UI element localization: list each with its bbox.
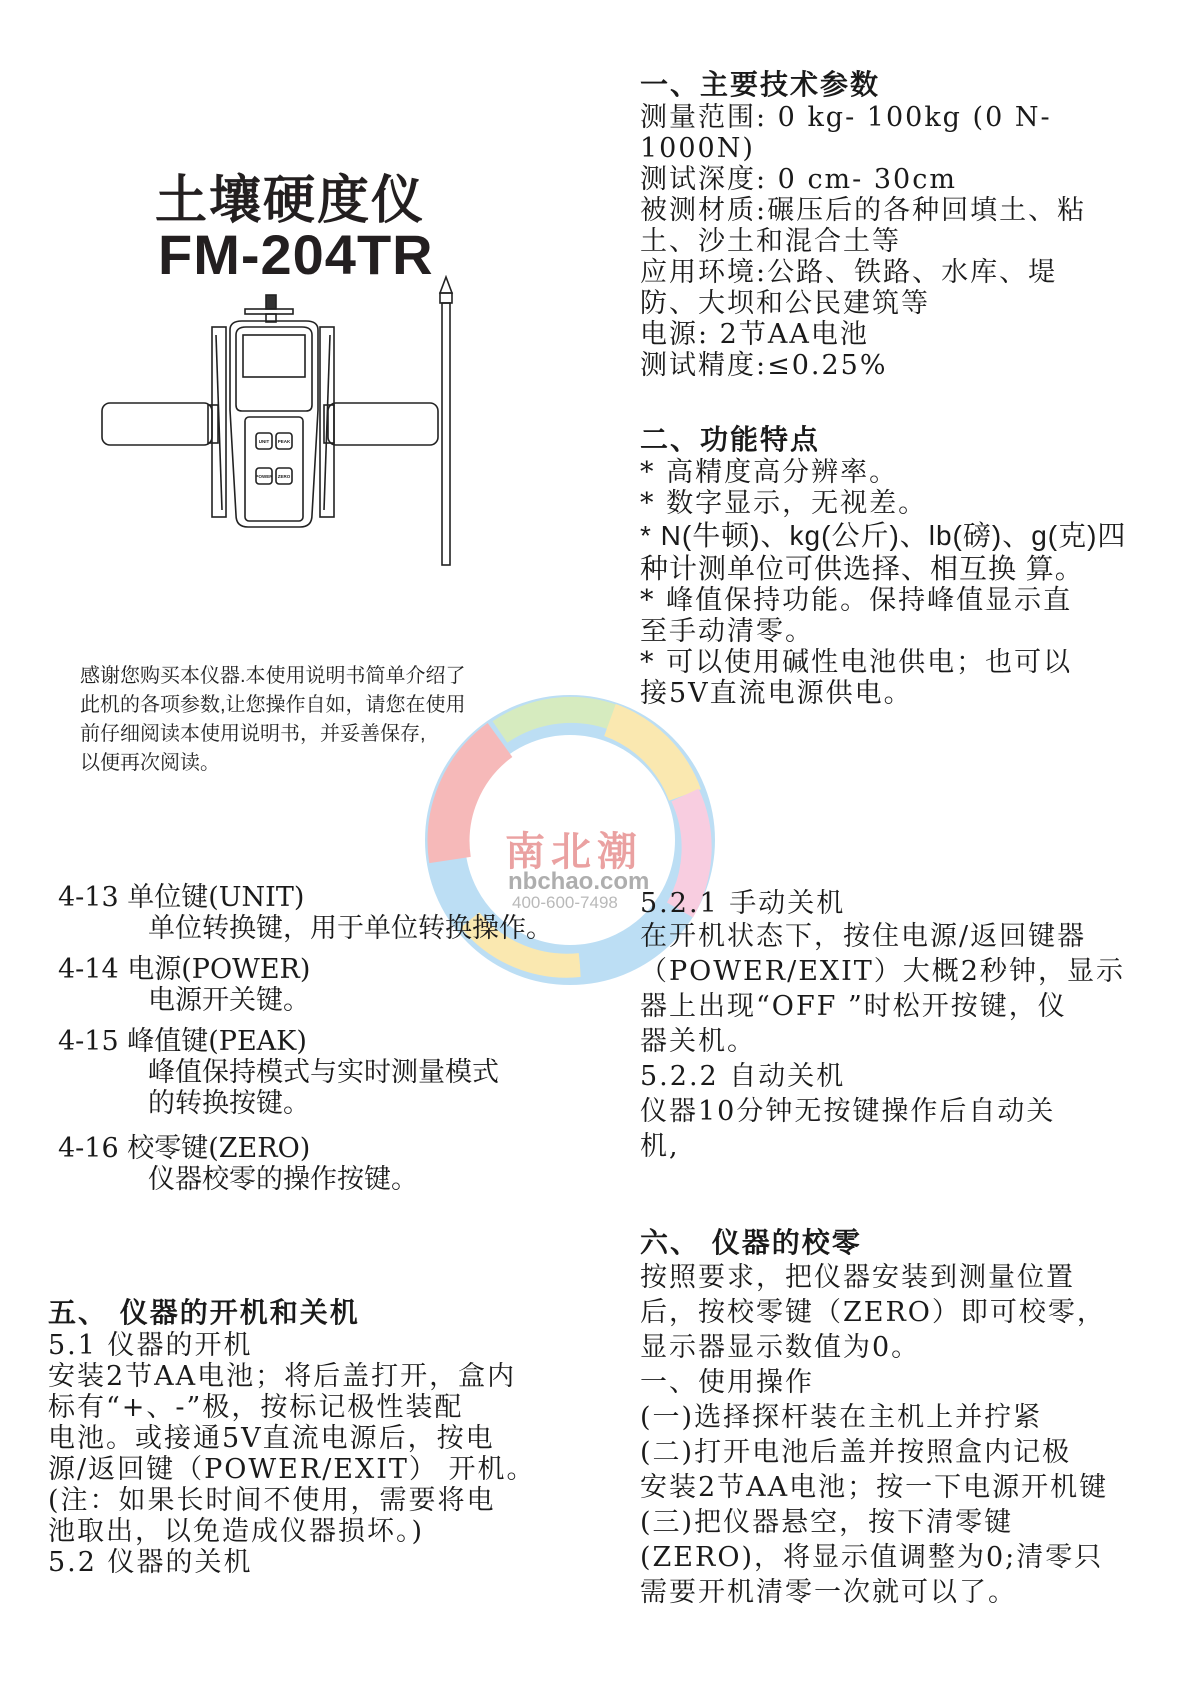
key-item-unit <box>58 882 618 944</box>
op-step: (三)把仪器悬空，按下清零键 <box>640 1507 1014 1538</box>
watermark-phone: 400-600-7498 <box>512 893 618 912</box>
section-heading: 二、功能特点 <box>640 423 821 456</box>
body-line: 器上出现“OFF ”时松开按键，仪 <box>640 991 1067 1022</box>
body-line: 显示器显示数值为0。 <box>640 1332 921 1363</box>
tech-params-section <box>640 68 1180 381</box>
power-on-off-section <box>48 1296 608 1578</box>
body-line: 在开机状态下，按住电源/返回键器 <box>640 921 1087 952</box>
op-step: (ZERO)，将显示值调整为0;清零只 <box>640 1542 1104 1573</box>
key-name: 峰值键(PEAK) <box>127 1026 307 1057</box>
subheading: 一、使用操作 <box>640 1367 814 1398</box>
intro-paragraph <box>80 662 550 778</box>
subheading: 5.1 仪器的开机 <box>48 1330 253 1361</box>
zero-button-label: ZERO <box>277 474 291 479</box>
param-line: 测试精度:≤0.25% <box>640 350 888 381</box>
body-line: 标有“+、-”极，按标记极性装配 <box>48 1392 464 1423</box>
body-line: 池取出，以免造成仪器损坏。) <box>48 1516 425 1547</box>
key-item-power <box>58 954 618 1016</box>
feature-line: 种计测单位可供选择、相互换 算。 <box>640 553 1084 584</box>
key-name: 单位键(UNIT) <box>127 882 305 913</box>
param-line: 测试深度: 0 cm- 30cm <box>640 164 957 195</box>
section-heading: 一、主要技术参数 <box>640 68 881 101</box>
subheading: 5.2.1 手动关机 <box>640 888 846 919</box>
key-code: 4-16 <box>58 1133 119 1164</box>
power-off-section <box>640 888 1180 1164</box>
product-model: FM-204TR <box>158 223 434 286</box>
feature-line: * 可以使用碱性电池供电；也可以 <box>640 647 1073 678</box>
param-line: 1000N) <box>640 133 755 164</box>
product-title-cn: 土壤硬度仪 <box>155 172 426 230</box>
body-line: 源/返回键（POWER/EXIT） 开机。 <box>48 1454 536 1485</box>
body-line: (注：如果长时间不使用，需要将电 <box>48 1485 496 1516</box>
body-line: 安装2节AA电池；将后盖打开，盒内 <box>48 1361 517 1392</box>
key-item-zero <box>58 1133 618 1195</box>
subheading: 5.2 仪器的关机 <box>48 1547 253 1578</box>
param-line: 电源: 2节AA电池 <box>640 319 869 350</box>
feature-line: 接5V直流电源供电。 <box>640 678 913 709</box>
feature-line: * N(牛顿)、kg(公斤)、lb(磅)、g(克)四 <box>640 520 1127 551</box>
key-name: 校零键(ZERO) <box>127 1133 311 1164</box>
body-line: （POWER/EXIT）大概2秒钟，显示 <box>640 956 1125 987</box>
key-desc: 仪器校零的操作按键。 <box>148 1164 418 1195</box>
intro-line: 此机的各项参数,让您操作自如，请您在使用 <box>80 694 466 716</box>
watermark-domain: nbchao.com <box>508 868 650 895</box>
subheading: 5.2.2 自动关机 <box>640 1061 846 1092</box>
key-desc: 电源开关键。 <box>148 985 310 1016</box>
section-heading: 五、 仪器的开机和关机 <box>48 1296 360 1329</box>
body-line: 仪器10分钟无按键操作后自动关 <box>640 1096 1056 1127</box>
section-heading: 六、 仪器的校零 <box>640 1226 862 1259</box>
intro-line: 以便再次阅读。 <box>80 752 220 774</box>
op-step: (一)选择探杆装在主机上并拧紧 <box>640 1402 1043 1433</box>
watermark-brand: 南北潮 <box>505 828 643 875</box>
key-desc: 的转换按键。 <box>148 1088 310 1119</box>
body-line: 按照要求，把仪器安装到测量位置 <box>640 1262 1075 1293</box>
features-section <box>640 423 1180 709</box>
key-item-peak <box>58 1026 618 1119</box>
key-descriptions <box>58 882 618 1195</box>
body-line: 电池。或接通5V直流电源后，按电 <box>48 1423 495 1454</box>
key-code: 4-13 <box>58 882 119 913</box>
param-line: 应用环境:公路、铁路、水库、堤 <box>640 257 1058 288</box>
body-line: 器关机。 <box>640 1026 756 1057</box>
key-desc: 单位转换键，用于单位转换操作。 <box>148 913 553 944</box>
zero-calibration-section <box>640 1226 1180 1610</box>
unit-button-label: UNIT <box>258 439 270 444</box>
key-name: 电源(POWER) <box>127 954 311 985</box>
op-step: 安装2节AA电池；按一下电源开机键 <box>640 1472 1109 1503</box>
feature-line: * 高精度高分辨率。 <box>640 457 899 488</box>
body-line: 后，按校零键（ZERO）即可校零， <box>640 1297 1106 1328</box>
param-line: 防、大坝和公民建筑等 <box>640 288 930 319</box>
param-line: 被测材质:碾压后的各种回填土、粘 <box>640 195 1087 226</box>
device-illustration <box>100 275 500 595</box>
op-step: 需要开机清零一次就可以了。 <box>640 1577 1017 1608</box>
key-code: 4-15 <box>58 1026 119 1057</box>
op-step: (二)打开电池后盖并按照盒内记极 <box>640 1437 1072 1468</box>
param-line: 土、沙土和混合土等 <box>640 226 901 257</box>
intro-line: 前仔细阅读本使用说明书，并妥善保存, <box>80 723 426 745</box>
param-line: 测量范围: 0 kg- 100kg (0 N- <box>640 102 1052 133</box>
feature-line: * 峰值保持功能。保持峰值显示直 <box>640 585 1073 616</box>
key-desc: 峰值保持模式与实时测量模式 <box>148 1057 499 1088</box>
key-code: 4-14 <box>58 954 119 985</box>
feature-line: 至手动清零。 <box>640 616 814 647</box>
peak-button-label: PEAK <box>277 439 291 444</box>
feature-line: * 数字显示，无视差。 <box>640 488 928 519</box>
intro-line: 感谢您购买本仪器.本使用说明书简单介绍了 <box>80 665 466 687</box>
body-line: 机, <box>640 1131 680 1162</box>
power-button-label: POWER <box>255 474 273 479</box>
